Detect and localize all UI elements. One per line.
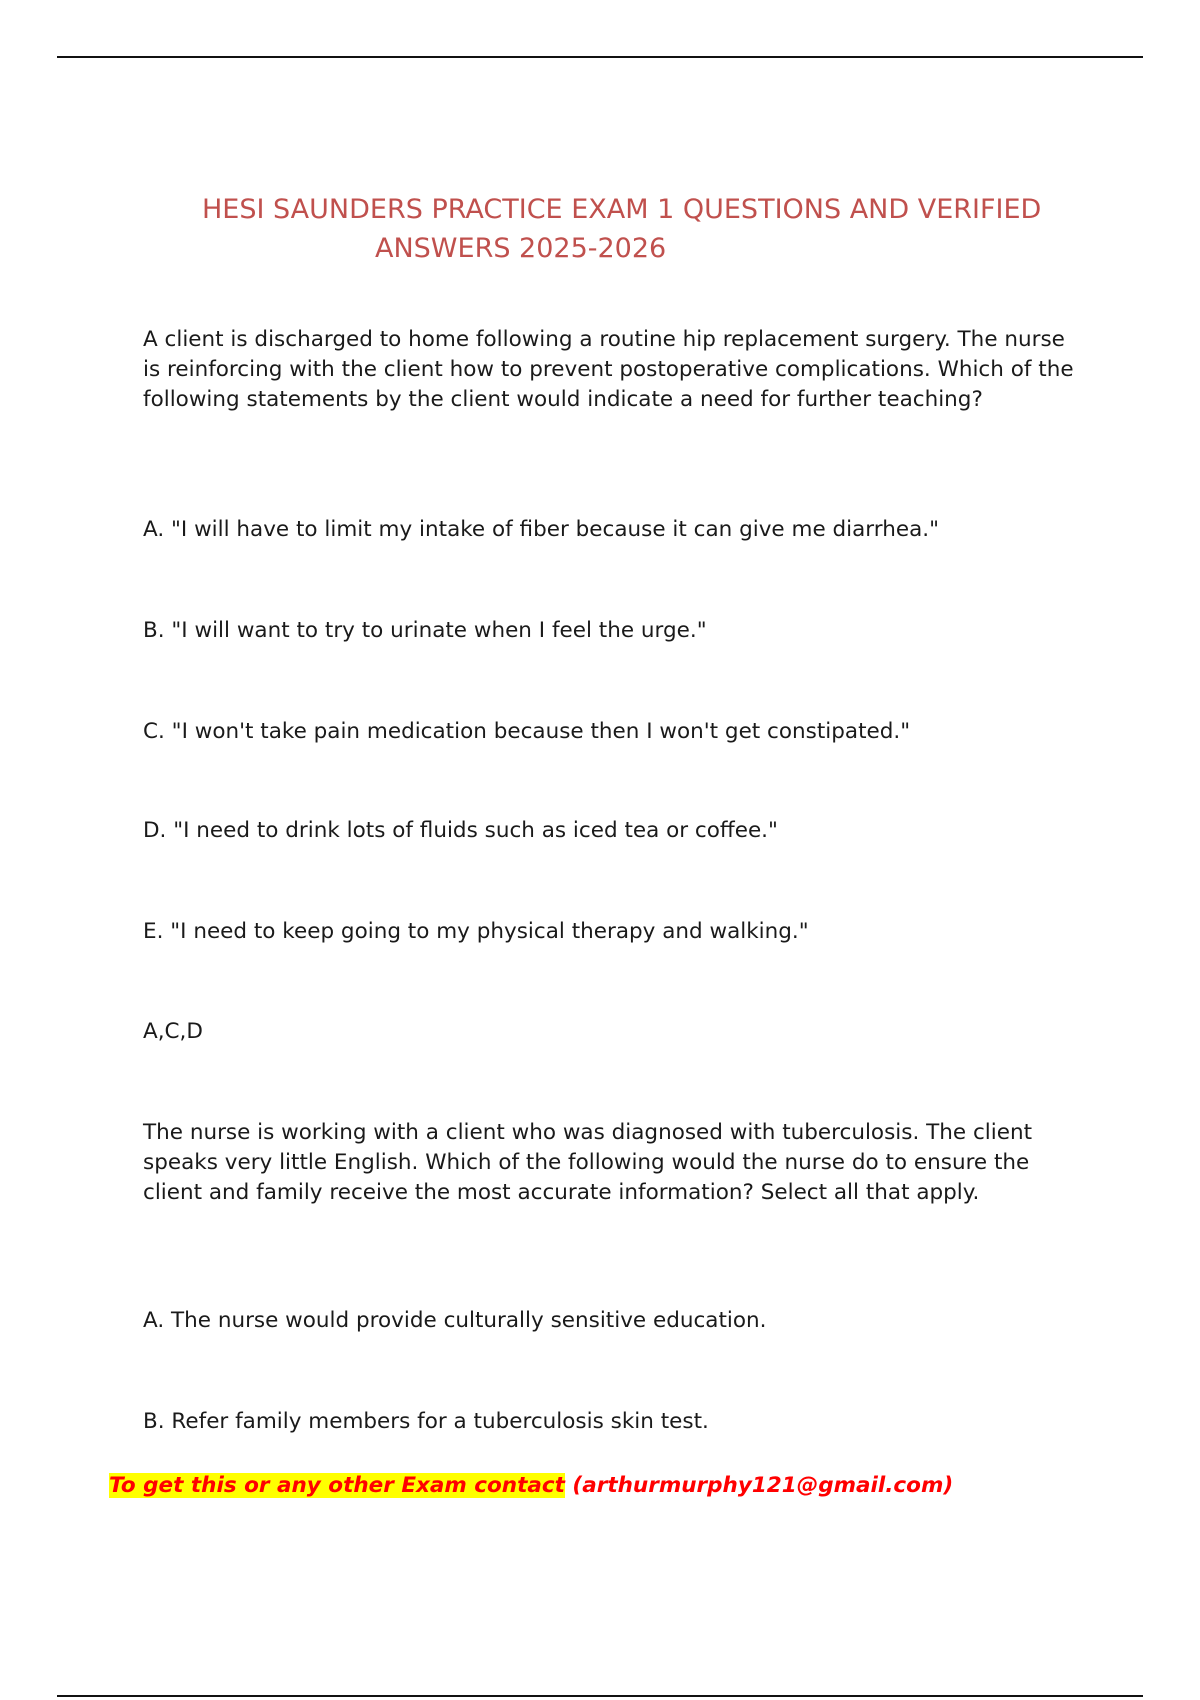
top-rule xyxy=(57,56,1143,58)
promo-email[interactable]: (arthurmurphy121@gmail.com) xyxy=(564,1473,954,1498)
contact-promo xyxy=(109,1471,953,1501)
question-1-stem: A client is discharged to home following a routine hip replacement surgery. The nurse is reinforcing with the client how to prevent postoperative complications. Which of the following statements by the client would indicate a need for further teaching? xyxy=(143,327,1074,412)
question-1-option-b: B. "I will want to try to urinate when I feel the urge." xyxy=(143,618,707,643)
title-line-1: HESI SAUNDERS PRACTICE EXAM 1 QUESTIONS AND VERIFIED xyxy=(202,194,1042,225)
question-1-option-c: C. "I won't take pain medication because then I won't get constipated." xyxy=(143,719,911,744)
question-1-answer: A,C,D xyxy=(143,1019,203,1044)
question-1-option-e: E. "I need to keep going to my physical therapy and walking." xyxy=(143,919,809,944)
bottom-rule xyxy=(57,1695,1143,1697)
question-1-option-d: D. "I need to drink lots of fluids such as iced tea or coffee." xyxy=(143,818,778,843)
question-1-option-a: A. "I will have to limit my intake of fiber because it can give me diarrhea." xyxy=(143,517,939,542)
promo-text: To get this or any other Exam contact xyxy=(109,1473,565,1498)
question-2-option-b: B. Refer family members for a tuberculosis skin test. xyxy=(143,1409,709,1434)
question-2-stem: The nurse is working with a client who was diagnosed with tuberculosis. The client speaks very little English. Which of the following would the nurse do to ensure the client and family receive the most accurate information? Select all that apply. xyxy=(143,1120,1033,1205)
title-line-2: ANSWERS 2025-2026 xyxy=(375,233,667,264)
question-2-option-a: A. The nurse would provide culturally sensitive education. xyxy=(143,1308,767,1333)
